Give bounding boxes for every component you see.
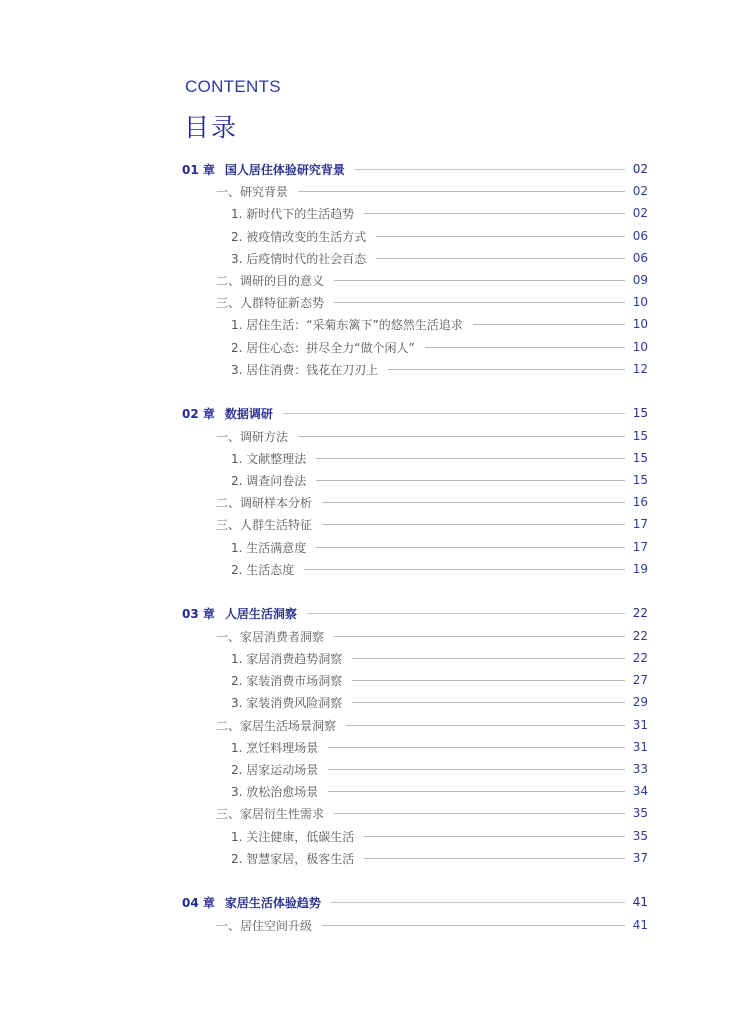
toc-page-number: 06	[632, 251, 648, 265]
toc-entry-text: 2. 智慧家居，极客生活	[231, 851, 355, 866]
leader-line	[334, 636, 625, 637]
leader-line	[334, 302, 625, 303]
toc-entry-row[interactable]	[216, 626, 648, 646]
toc-entry-text: 2. 居住心态：拼尽全力“做个闲人”	[231, 340, 415, 355]
toc-page-number: 10	[632, 317, 648, 331]
toc-entry-row[interactable]	[231, 737, 648, 757]
toc-page-number: 10	[632, 340, 648, 354]
toc-page-number: 17	[632, 517, 648, 531]
toc-page-number: 35	[632, 806, 648, 820]
toc-entry-row[interactable]	[216, 270, 648, 290]
toc-entry-row[interactable]	[216, 181, 648, 201]
leader-line	[328, 769, 624, 770]
toc-entry-text: 1. 文献整理法	[231, 451, 307, 466]
toc-page-number: 02	[632, 162, 648, 176]
toc-entry-label	[231, 539, 306, 556]
toc-page-number: 29	[632, 695, 648, 709]
toc-entry-label	[231, 694, 342, 711]
toc-entry-label	[231, 739, 318, 756]
toc-entry-text: 三、人群特征新态势	[216, 295, 325, 310]
toc-entry-text: 三、家居衍生性需求	[216, 806, 325, 821]
toc-entry-label	[216, 628, 324, 645]
toc-entry-row[interactable]	[231, 226, 648, 246]
toc-entry-label	[216, 516, 312, 533]
toc-entry-text: 1. 新时代下的生活趋势	[231, 206, 355, 221]
toc-entry-label	[216, 805, 324, 822]
toc-entry-label	[231, 472, 306, 489]
toc-entry-label	[231, 650, 342, 667]
leader-line	[316, 458, 624, 459]
toc-entry-text: 2. 生活态度	[231, 562, 295, 577]
toc-entry-text: 2. 被疫情改变的生活方式	[231, 229, 367, 244]
toc-page-number: 15	[632, 473, 648, 487]
toc-entry-row[interactable]	[231, 848, 648, 868]
toc-entry-row[interactable]	[216, 915, 648, 935]
leader-line	[376, 236, 624, 237]
leader-line	[298, 191, 625, 192]
leader-line	[352, 680, 624, 681]
toc-entry-text: 家居生活体验趋势	[224, 895, 321, 910]
toc-entry-row[interactable]	[231, 648, 648, 668]
toc-entry-label	[182, 605, 297, 622]
leader-line	[376, 258, 624, 259]
toc-entry-text: 1. 家居消费趋势洞察	[231, 651, 343, 666]
toc-entry-row[interactable]	[231, 448, 648, 468]
toc-page-number: 09	[632, 273, 648, 287]
toc-entry-label	[231, 205, 354, 222]
toc-chapter-row[interactable]	[182, 403, 648, 423]
leader-line	[316, 547, 624, 548]
toc-entry-label	[216, 272, 324, 289]
toc-entry-row[interactable]	[231, 537, 648, 557]
toc-entry-text: 1. 生活满意度	[231, 540, 307, 555]
toc-page-number: 22	[632, 651, 648, 665]
contents-label: CONTENTS	[185, 77, 281, 96]
toc-entry-row[interactable]	[231, 559, 648, 579]
toc-page-number: 37	[632, 851, 648, 865]
toc-page-number: 22	[632, 629, 648, 643]
chapter-number: 03 章	[182, 606, 215, 621]
toc-entry-row[interactable]	[231, 826, 648, 846]
toc-entry-label	[231, 828, 354, 845]
toc-entry-label	[216, 294, 324, 311]
toc-entry-row[interactable]	[216, 492, 648, 512]
toc-page-number: 15	[632, 406, 648, 420]
leader-line	[304, 569, 624, 570]
toc-entry-text: 国人居住体验研究背景	[224, 162, 345, 177]
toc-entry-text: 3. 居住消费：钱花在刀刃上	[231, 362, 379, 377]
toc-entry-text: 3. 放松治愈场景	[231, 784, 319, 799]
leader-line	[307, 613, 625, 614]
toc-entry-label	[182, 894, 321, 911]
toc-entry-row[interactable]	[231, 670, 648, 690]
toc-entry-text: 2. 家装消费市场洞察	[231, 673, 343, 688]
toc-entry-label	[216, 183, 288, 200]
leader-line	[352, 658, 624, 659]
toc-entry-text: 三、人群生活特征	[216, 517, 313, 532]
leader-line	[328, 747, 624, 748]
toc-entry-row[interactable]	[231, 759, 648, 779]
toc-page-number: 02	[632, 184, 648, 198]
chapter-number: 01 章	[182, 162, 215, 177]
toc-page-number: 10	[632, 295, 648, 309]
leader-line	[331, 902, 625, 903]
toc-page-number: 31	[632, 740, 648, 754]
toc-entry-text: 二、家居生活场景洞察	[216, 718, 337, 733]
toc-entry-label	[231, 783, 318, 800]
leader-line	[388, 369, 624, 370]
page-title: 目录	[184, 113, 239, 142]
toc-chapter-row[interactable]	[182, 159, 648, 179]
toc-entry-text: 1. 居住生活：“采菊东篱下”的悠然生活追求	[231, 317, 463, 332]
toc-entry-label	[231, 339, 415, 356]
toc-page-number: 22	[632, 606, 648, 620]
toc-entry-label	[182, 405, 273, 422]
toc-page-number: 34	[632, 784, 648, 798]
toc-entry-text: 3. 家装消费风险洞察	[231, 695, 343, 710]
toc-entry-text: 数据调研	[224, 406, 273, 421]
leader-line	[425, 347, 625, 348]
toc-page-number: 15	[632, 451, 648, 465]
leader-line	[352, 702, 624, 703]
toc-entry-label	[231, 316, 463, 333]
toc-entry-row[interactable]	[216, 514, 648, 534]
chapter-number: 02 章	[182, 406, 215, 421]
toc-entry-text: 2. 居家运动场景	[231, 762, 319, 777]
toc-page-number: 16	[632, 495, 648, 509]
leader-line	[322, 925, 625, 926]
toc-entry-label	[231, 228, 366, 245]
toc-entry-label	[231, 761, 318, 778]
toc-page-number: 19	[632, 562, 648, 576]
toc-page-number: 17	[632, 540, 648, 554]
toc-page-number: 06	[632, 229, 648, 243]
toc-entry-text: 1. 烹饪料理场景	[231, 740, 319, 755]
toc-entry-label	[231, 250, 366, 267]
toc-page-number: 31	[632, 718, 648, 732]
toc-entry-label	[216, 428, 288, 445]
leader-line	[346, 725, 625, 726]
toc-entry-row[interactable]	[216, 292, 648, 312]
toc-entry-row[interactable]	[216, 426, 648, 446]
leader-line	[322, 502, 625, 503]
toc-entry-text: 人居生活洞察	[224, 606, 297, 621]
toc-chapter-row[interactable]	[182, 603, 648, 623]
leader-line	[364, 836, 624, 837]
toc-entry-label	[216, 717, 336, 734]
leader-line	[316, 480, 624, 481]
toc-entry-label	[231, 561, 294, 578]
toc-entry-row[interactable]	[231, 314, 648, 334]
toc-page-number: 02	[632, 206, 648, 220]
toc-entry-label	[231, 361, 378, 378]
toc-entry-row[interactable]	[216, 715, 648, 735]
toc-entry-row[interactable]	[216, 803, 648, 823]
toc-entry-row[interactable]	[231, 248, 648, 268]
leader-line	[473, 324, 625, 325]
toc-entry-row[interactable]	[231, 337, 648, 357]
toc-page-number: 12	[632, 362, 648, 376]
leader-line	[334, 280, 625, 281]
toc-entry-text: 二、调研样本分析	[216, 495, 313, 510]
chapter-number: 04 章	[182, 895, 215, 910]
toc-entry-text: 一、调研方法	[216, 429, 289, 444]
leader-line	[364, 858, 624, 859]
toc-page-number: 41	[632, 895, 648, 909]
leader-line	[283, 413, 625, 414]
leader-line	[322, 524, 625, 525]
toc-entry-row[interactable]	[231, 781, 648, 801]
toc-entry-label	[216, 917, 312, 934]
toc-entry-label	[231, 850, 354, 867]
toc-entry-label	[182, 161, 345, 178]
toc-page-number: 27	[632, 673, 648, 687]
toc-page-number: 35	[632, 829, 648, 843]
leader-line	[298, 436, 625, 437]
toc-entry-row[interactable]	[231, 203, 648, 223]
toc-page-number: 33	[632, 762, 648, 776]
toc-chapter-row[interactable]	[182, 892, 648, 912]
toc-entry-row[interactable]	[231, 470, 648, 490]
toc-entry-label	[231, 672, 342, 689]
toc-page-number: 41	[632, 918, 648, 932]
toc-entry-label	[231, 450, 306, 467]
leader-line	[334, 813, 625, 814]
toc-entry-row[interactable]	[231, 692, 648, 712]
toc-entry-text: 一、研究背景	[216, 184, 289, 199]
toc-entry-text: 二、调研的目的意义	[216, 273, 325, 288]
leader-line	[328, 791, 624, 792]
leader-line	[364, 213, 624, 214]
toc-entry-text: 一、家居消费者洞察	[216, 629, 325, 644]
leader-line	[355, 169, 625, 170]
toc-page-number: 15	[632, 429, 648, 443]
toc-entry-text: 3. 后疫情时代的社会百态	[231, 251, 367, 266]
toc-entry-text: 2. 调查问卷法	[231, 473, 307, 488]
toc-entry-label	[216, 494, 312, 511]
toc-entry-text: 一、居住空间升级	[216, 918, 313, 933]
toc-entry-row[interactable]	[231, 359, 648, 379]
toc-entry-text: 1. 关注健康，低碳生活	[231, 829, 355, 844]
